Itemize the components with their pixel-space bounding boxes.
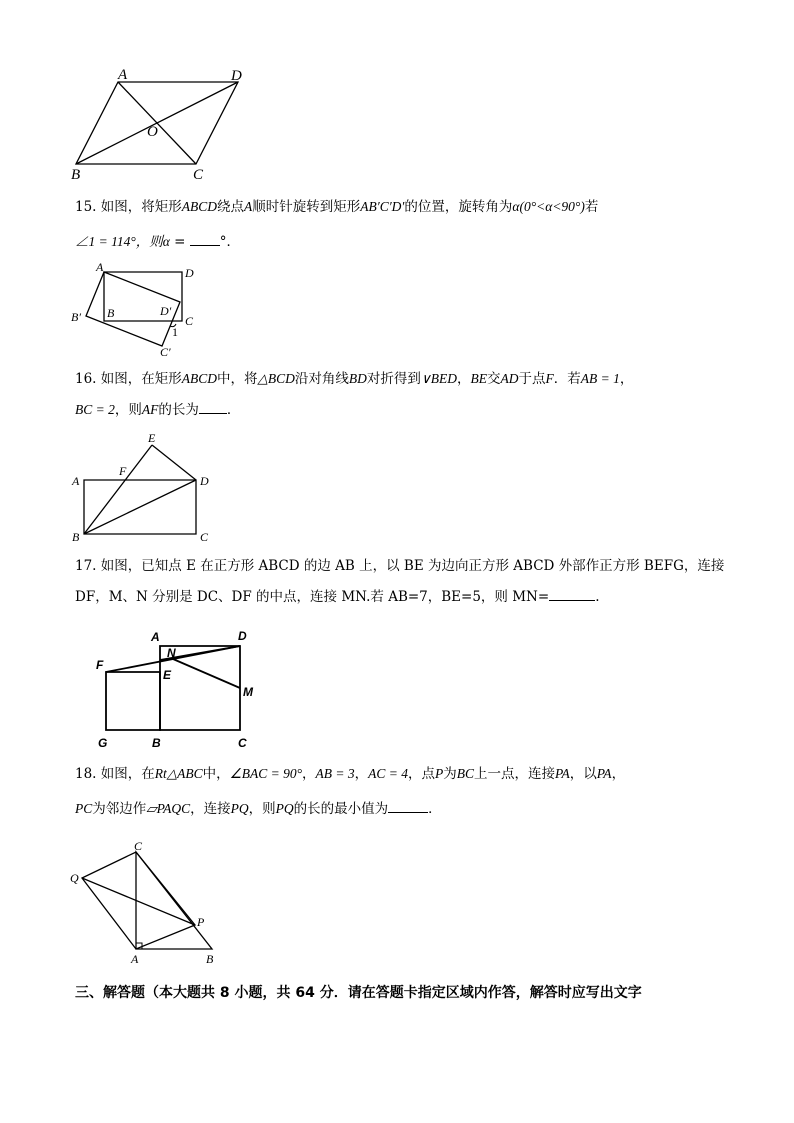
diagonal-bd <box>84 480 196 534</box>
section-3-heading: 三、解答题（本大题共 8 小题，共 64 分．请在答题卡指定区域内作答，解答时应写出文字 <box>75 985 642 1001</box>
label-a: A <box>72 474 80 488</box>
label-a: A <box>118 67 128 83</box>
label-m: M <box>243 685 253 699</box>
q18-segment: PC <box>75 801 93 816</box>
q16-text: 中，将 <box>217 371 258 387</box>
q15-text: = <box>174 234 186 250</box>
q18-text: ，连接 <box>190 801 231 817</box>
q16-segment: BE <box>470 371 488 386</box>
q18-text: ，点 <box>408 766 436 782</box>
label-b: B <box>71 167 81 183</box>
figure-right-triangle-parallelogram <box>66 838 226 968</box>
q15-text: 如图，将矩形 <box>100 199 182 215</box>
q16-triangle: △BCD <box>257 371 295 386</box>
label-e: E <box>163 668 172 682</box>
q15-text: °． <box>219 234 241 250</box>
q18-segment: PA <box>555 766 570 781</box>
q16-text: 如图，在矩形 <box>100 371 182 387</box>
q15-point: A <box>244 199 253 214</box>
label-d: D <box>200 474 209 488</box>
label-b: B <box>72 530 80 544</box>
label-c-prime: C′ <box>160 345 171 359</box>
q15-text: 顺时针旋转到矩形 <box>252 199 361 215</box>
label-b-prime: B′ <box>71 310 81 324</box>
q16-condition: BC = 2 <box>75 402 115 417</box>
segment-be <box>84 445 152 534</box>
q18-triangle: Rt△ABC <box>154 766 203 781</box>
label-b: B <box>107 306 115 320</box>
q15-answer-blank[interactable] <box>190 233 220 246</box>
label-p: P <box>197 915 205 929</box>
label-f: F <box>119 464 127 478</box>
q16-text: ， <box>457 371 471 387</box>
q16-text: ．若 <box>553 371 581 387</box>
q16-condition: AB = 1 <box>580 371 620 386</box>
label-d-prime: D′ <box>160 304 172 318</box>
q15-rect2: AB′C′D′ <box>360 199 405 214</box>
question-17-line-2 <box>75 588 735 606</box>
q16-text: 的长为 <box>158 402 199 418</box>
q18-condition: AB = 3 <box>315 766 355 781</box>
label-d: D <box>185 266 194 280</box>
label-q: Q <box>70 871 79 885</box>
question-17-line-1 <box>75 557 735 575</box>
q15-angle-condition: ∠1 = 114°，则 <box>75 234 163 249</box>
diagonal-bd <box>76 82 238 164</box>
q15-alpha: α <box>162 234 170 249</box>
q18-segment: PA <box>596 766 612 781</box>
q18-text: 上一点，连接 <box>474 766 556 782</box>
q18-segment: PQ <box>275 801 294 816</box>
q16-text: ，则 <box>114 402 142 418</box>
label-c: C <box>185 314 194 328</box>
figure-folded-rectangle <box>66 428 226 546</box>
q15-text: 的位置，旋转角为 <box>404 199 513 215</box>
q18-text: 为邻边作 <box>92 801 147 817</box>
q16-text: ． <box>226 402 241 418</box>
parallelogram-paqc <box>82 852 195 949</box>
label-a: A <box>151 630 160 644</box>
q18-text: 的长的最小值为 <box>293 801 389 817</box>
q16-triangle-2: ∨BED <box>420 371 458 386</box>
q18-condition: AC = 4 <box>368 766 409 781</box>
label-c: C <box>200 530 209 544</box>
q18-text: ，则 <box>248 801 276 817</box>
q18-text: ，以 <box>569 766 597 782</box>
q17-answer-blank[interactable] <box>549 588 595 601</box>
question-15-line-2 <box>75 233 735 251</box>
question-15-number: 15. <box>75 199 97 215</box>
q16-segment: AF <box>141 402 159 417</box>
q16-text: ， <box>619 371 634 387</box>
q18-text: ， <box>354 766 369 782</box>
q17-text: DF，M、N 分别是 DC、DF 的中点，连接 MN.若 AB=7，BE=5，则 MN= <box>75 589 550 605</box>
q17-text: 如图，已知点 E 在正方形 ABCD 的边 AB 上，以 BE 为边向正方形 ABCD 外部作正方形 BEFG，连接 <box>100 558 725 574</box>
label-d: D <box>238 629 247 643</box>
q18-text: ． <box>428 801 442 817</box>
q15-text: 若 <box>584 199 599 215</box>
label-b: B <box>152 736 161 750</box>
question-18-line-1 <box>75 765 735 783</box>
figure-two-squares <box>90 626 260 752</box>
label-n: N <box>167 646 176 660</box>
q18-text: 如图，在 <box>100 766 155 782</box>
figure-rotated-rectangle <box>66 258 216 364</box>
q17-text: . <box>595 589 600 605</box>
q15-rect: ABCD <box>181 199 218 214</box>
q18-point: P <box>435 766 444 781</box>
q15-alpha-range: α(0°<α<90°) <box>512 199 585 214</box>
q16-text: 沿对角线 <box>294 371 349 387</box>
q18-segment: BC <box>456 766 475 781</box>
question-15-line-1 <box>75 198 735 216</box>
label-angle-1: 1 <box>172 325 178 339</box>
q16-text: 交 <box>487 371 501 387</box>
q16-answer-blank[interactable] <box>199 401 227 414</box>
label-c: C <box>238 736 247 750</box>
q18-answer-blank[interactable] <box>388 800 428 813</box>
question-16-line-1 <box>75 370 735 388</box>
q16-text: 于点 <box>518 371 546 387</box>
q18-segment: PQ <box>230 801 249 816</box>
q18-parallelogram: ▱PAQC <box>146 801 191 816</box>
label-o: O <box>147 124 158 140</box>
q16-rect: ABCD <box>181 371 218 386</box>
label-f: F <box>96 658 104 672</box>
q15-text: 绕点 <box>217 199 245 215</box>
square-befg <box>106 672 160 730</box>
q18-angle: ∠BAC = 90° <box>229 766 303 781</box>
segment-mn <box>173 659 240 688</box>
question-18-line-2 <box>75 800 735 818</box>
question-18-number: 18. <box>75 766 97 782</box>
question-16-line-2 <box>75 401 735 419</box>
q18-text: 中， <box>202 766 230 782</box>
q16-point: F <box>545 371 554 386</box>
label-c: C <box>134 839 143 853</box>
q16-segment: AD <box>500 371 519 386</box>
question-17-number: 17. <box>75 558 97 574</box>
label-g: G <box>98 736 108 750</box>
label-c: C <box>193 167 204 183</box>
q18-text: ， <box>302 766 316 782</box>
label-d: D <box>231 68 242 84</box>
segment-pq <box>82 878 195 925</box>
figure-parallelogram-abcd <box>60 60 260 185</box>
q18-text: 为 <box>443 766 457 782</box>
label-a: A <box>96 260 104 274</box>
label-b: B <box>206 952 214 966</box>
label-a: A <box>131 952 139 966</box>
q16-diagonal: BD <box>348 371 367 386</box>
label-e: E <box>148 431 156 445</box>
q18-text: ， <box>611 766 626 782</box>
segment-ed <box>152 445 196 480</box>
q16-text: 对折得到 <box>366 371 421 387</box>
question-16-number: 16. <box>75 371 97 387</box>
